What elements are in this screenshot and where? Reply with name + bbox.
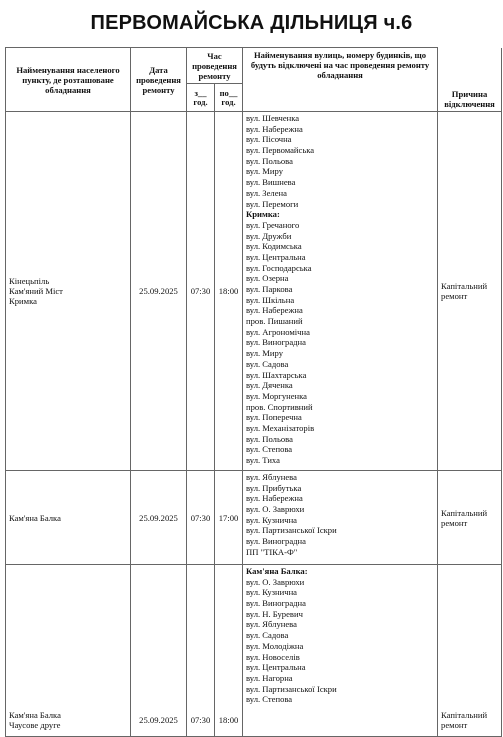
street-item: вул. Яблунева: [246, 472, 297, 482]
header-locality: Найменування населеного пункту, де розташоване обладнання: [6, 48, 131, 112]
street-item: вул. Дружби: [246, 230, 292, 241]
street-item: вул. О. Заврюхи: [246, 576, 305, 587]
locality-cell: Кам'яна Балка: [6, 471, 131, 565]
street-item: вул. Степова: [246, 694, 293, 705]
street-item: вул. Миру: [246, 166, 284, 177]
street-item: вул. Центральна: [246, 251, 306, 262]
from-cell: 07:30: [187, 112, 215, 471]
table-row: [6, 471, 502, 565]
street-item: вул. Озерна: [246, 273, 289, 284]
street-item: вул. Шкільна: [246, 294, 295, 305]
street-item: вул. Н. Буревич: [246, 608, 303, 619]
date-cell: 25.09.2025: [131, 471, 187, 565]
street-item: вул. Моргуненка: [246, 390, 307, 401]
street-item: вул. Центральна: [246, 662, 306, 673]
street-item: вул. Господарська: [246, 262, 312, 273]
street-item: вул. Новоселів: [246, 651, 300, 662]
street-item: вул. Виноградна: [246, 598, 306, 609]
street-group-header: Кримка:: [246, 209, 280, 220]
street-item: вул. Агрономічна: [246, 326, 310, 337]
to-cell: 18:00: [215, 565, 243, 737]
header-to: по__ год.: [215, 84, 243, 112]
street-item: вул. Садова: [246, 630, 289, 641]
from-cell: 07:30: [187, 565, 215, 737]
street-item: вул. Шахтарська: [246, 369, 307, 380]
date-cell: 25.09.2025: [131, 112, 187, 471]
street-item: ПП "ТІКА-Ф": [246, 546, 298, 557]
street-item: вул. Кодимська: [246, 241, 302, 252]
street-item: вул. Поперечна: [246, 412, 302, 423]
header-reason: Причина відключення: [438, 48, 502, 112]
streets-cell: [243, 112, 438, 471]
street-group-header: Кам'яна Балка:: [246, 566, 308, 576]
street-item: вул. Виноградна: [246, 337, 306, 348]
table-row: [6, 112, 502, 471]
street-item: вул. Миру: [246, 348, 284, 359]
header-date: Дата проведення ремонту: [131, 48, 187, 112]
header-from: з__ год.: [187, 84, 215, 112]
page-title: ПЕРВОМАЙСЬКА ДІЛЬНИЦЯ ч.6: [90, 12, 413, 34]
street-item: вул. Паркова: [246, 284, 293, 294]
street-item: вул. Тиха: [246, 455, 280, 465]
to-cell: 18:00: [215, 112, 243, 471]
reason-cell: Капітальний ремонт: [438, 471, 502, 565]
street-item: вул. Польова: [246, 155, 293, 166]
table-row: [6, 565, 502, 737]
street-item: вул. Нагорна: [246, 672, 293, 683]
street-item: вул. Прибутька: [246, 482, 302, 493]
street-item: вул. Дяченка: [246, 380, 293, 391]
street-item: вул. Набережна: [246, 493, 303, 504]
street-item: вул. Кузнична: [246, 514, 297, 525]
locality-cell: Кам'яна Балка Чаусове друге: [6, 565, 131, 737]
street-item: вул. Зелена: [246, 187, 287, 198]
date-cell: 25.09.2025: [131, 565, 187, 737]
street-item: вул. О. Заврюхи: [246, 504, 305, 515]
outage-table: [5, 47, 502, 737]
from-cell: 07:30: [187, 471, 215, 565]
street-item: вул. Яблунева: [246, 619, 297, 630]
street-item: вул. Польова: [246, 433, 293, 444]
street-item: вул. Вишнева: [246, 177, 296, 188]
header-time: Час проведення ремонту: [187, 48, 243, 84]
streets-cell: [243, 471, 438, 565]
street-item: вул. Пісочна: [246, 134, 292, 145]
street-item: пров. Спортивний: [246, 401, 313, 412]
street-item: вул. Партизанської Іскри: [246, 683, 337, 694]
street-item: вул. Шевченка: [246, 113, 300, 123]
street-item: вул. Перемоги: [246, 198, 299, 209]
street-item: вул. Гречаного: [246, 219, 300, 230]
street-item: вул. Набережна: [246, 305, 303, 316]
street-item: вул. Первомайська: [246, 145, 315, 156]
street-item: вул. Партизанської Іскри: [246, 525, 337, 536]
street-item: вул. Набережна: [246, 123, 303, 134]
street-item: вул. Виноградна: [246, 536, 306, 547]
street-item: пров. Пишаний: [246, 316, 303, 327]
street-item: вул. Садова: [246, 358, 289, 369]
street-item: вул. Молодіжна: [246, 640, 304, 651]
reason-cell: Капітальний ремонт: [438, 112, 502, 471]
street-item: вул. Степова: [246, 444, 293, 455]
street-item: вул. Механізаторів: [246, 422, 315, 433]
reason-cell: Капітальний ремонт: [438, 565, 502, 737]
locality-cell: Кінецьпіль Кам'яний Міст Кримка: [6, 112, 131, 471]
streets-cell: [243, 565, 438, 737]
street-item: вул. Кузнична: [246, 587, 297, 598]
to-cell: 17:00: [215, 471, 243, 565]
header-streets: Найменування вулиць, номеру будинків, що будуть відключені на час проведення ремонту обладнання: [243, 48, 438, 112]
